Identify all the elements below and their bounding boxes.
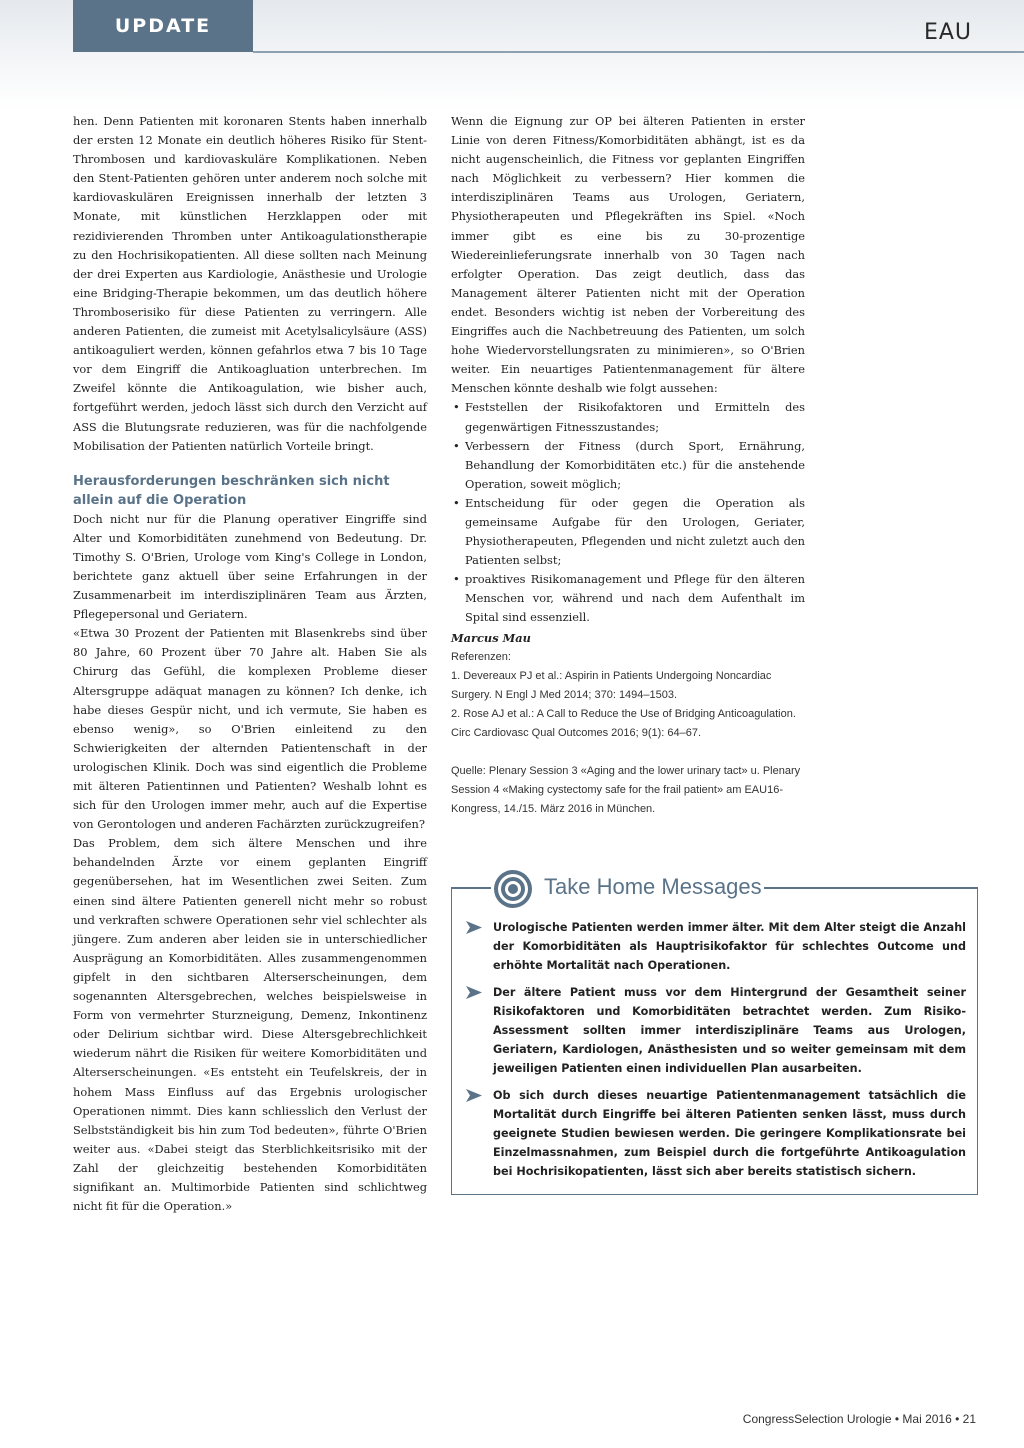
list-item: • Entscheidung für oder gegen die Operation als gemeinsame Aufgabe für den Urologen, Geriater, Physiotherapeuten, Pflegenden und nicht zuletzt auch den Patienten selbst; [451,494,805,570]
left-column [73,112,427,1216]
brand-label: EAU [923,20,972,45]
references-label: Referenzen: [451,651,511,663]
author-name: Marcus Mau [451,630,531,645]
paragraph: Doch nicht nur für die Planung operativer Eingriffe sind Alter und Komorbiditäten zunehmend von Bedeutung. Dr. Timothy S. O'Brien, Urologe vom King's College in London, berichtete ganz aktuell über seine Erfahrungen in der Zusammenarbeit im interdisziplinären Team aus Ärzten, Pflegepersonal und Geriatern. [73,511,427,622]
reference-item: 2. Rose AJ et al.: A Call to Reduce the Use of Bridging Anticoagulation. Circ Cardiovasc Qual Outcomes 2016; 9(1): 64–67. [451,708,796,739]
take-home-item [466,1086,966,1181]
right-column [451,112,805,648]
paragraph: «Etwa 30 Prozent der Patienten mit Blasenkrebs sind über 80 Jahre, 60 Prozent über 70 Jahre alt. Haben Sie als Chirurg das Gefühl, die komplexen Probleme dieser Altersgruppe adäquat managen zu können? Ich denke, ich habe dieses Gespür nicht, und ich vermute, Sie haben es ebenso wenig», so O'Brien einleitend zu den Schwierigkeiten der alternden Patientenschaft in der urologischen Klinik. Doch was sind eigentlich die Probleme mit älteren Patientinnen und Patienten? Weshalb lohnt es sich für den Urologen immer mehr, auch auf die Expertise von Gerontologen und anderen Fachärzten zurückzugreifen? [73,626,427,832]
take-home-text: Ob sich durch dieses neuartige Patientenmanagement tatsächlich die Mortalität durch Eingriffe bei älteren Patienten senken lässt, muss durch geeignete Studien bewiesen werden. Die geringere Komplikationsrate bei Einzelmassnahmen, zum Beispiel durch die fortgeführte Antikoagulation bei Hochrisikopatienten, lässt sich aber bereits statistisch sichern. [493,1089,966,1178]
take-home-item [466,918,966,975]
list-item: • proaktives Risikomanagement und Pflege für den älteren Menschen vor, während und nach dem Aufenthalt im Spital sind essenziell. [451,570,805,627]
source-note: Quelle: Plenary Session 3 «Aging and the lower urinary tact» u. Plenary Session 4 «Making cystectomy safe for the frail patient» am EAU16-Kongress, 14./15. März 2016 in München. [451,765,801,815]
take-home-title: Take Home Messages [544,874,762,899]
take-home-rule-left [451,887,491,889]
page-footer: CongressSelection Urologie • Mai 2016 • 21 [742,1412,976,1426]
paragraph: hen. Denn Patienten mit koronaren Stents haben innerhalb der ersten 12 Monate ein deutlich höheres Risiko für Stent-Thrombosen und kardiovaskuläre Komplikationen. Neben den Stent-Patienten gehören unter anderem noch solche mit kardiovaskulären Ereignissen innerhalb der letzten 3 Monate, mit künstlichen Herzklappen oder mit rezidivierenden Thromben unter Antikoagulationstherapie zu den Hochrisikopatienten. All diese sollten nach Meinung der drei Experten aus Kardiologie, Anästhesie und Urologie eine Bridging-Therapie bekommen, um das deutlich höhere Thromboserisiko für diese Patienten zu verringern. Alle anderen Patienten, die zumeist mit Acetylsalicylsäure (ASS) antikoaguliert werden, können gefahrlos etwa 7 bis 10 Tage vor dem Eingriff die Antikoagluation unterbrechen. Im Zweifel könnte die Antikoagulation, wie bisher auch, fortgeführt werden, jedoch lässt sich durch den Verzicht auf ASS die Blutungsrate reduzieren, was für die nachfolgende Mobilisation der Patienten natürlich Vorteile bringt. [73,114,427,453]
section-label: UPDATE [73,0,253,52]
take-home-list [466,918,966,1189]
take-home-text: Urologische Patienten werden immer älter. Mit dem Alter steigt die Anzahl der Komorbiditäten als Hauptrisikofaktor für schlechtes Outcome und erhöhte Mortalität nach Operationen. [493,921,966,972]
section-heading: Herausforderungen beschränken sich nicht allein auf die Operation [73,473,390,508]
arrow-icon [466,986,482,999]
take-home-item [466,983,966,1078]
header-rule [253,51,1024,53]
paragraph: Das Problem, dem sich ältere Menschen und ihre behandelnden Ärzte vor einem geplanten Eingriff gegenübersehen, hat im Wesentlichen zwei Seiten. Zum einen sind ältere Patienten generell nicht mehr so robust und verkraften schwere Operationen sehr viel schlechter als jüngere. Zum anderen aber leiden sie in unterschiedlicher Ausprägung an Komorbiditäten. Alles zusammengenommen gipfelt in den sichtbaren Alterserscheinungen, dem sogenannten Altersgebrechen, welches beispielsweise in Form von vermehrter Sturzneigung, Demenz, Inkontinenz oder Delirium sichtbar wird. Diese Altersgebrechlichkeit wiederum nährt die Risiken für weitere Komorbiditäten und Alterserscheinungen. «Es entsteht ein Teufelskreis, der in hohem Mass Einfluss auf das Ergebnis urologischer Operationen nimmt. Dies kann schliesslich den Verlust der Selbstständigkeit bis hin zum Tod bedeuten», führte O'Brien weiter aus. «Dabei steigt das Sterblichkeitsrisiko mit der Zahl der gleichzeitig bestehenden Komorbiditäten signifikant an. Multimorbide Patienten sind schlichtweg nicht fit für die Operation.» [73,836,427,1214]
arrow-icon [466,921,482,934]
target-icon [493,869,533,909]
list-item: • Verbessern der Fitness (durch Sport, Ernährung, Behandlung der Komorbiditäten etc.) für die anstehende Operation, soweit möglich; [451,437,805,494]
references [451,648,805,819]
paragraph: Wenn die Eignung zur OP bei älteren Patienten in erster Linie von deren Fitness/Komorbiditäten abhängt, ist es da nicht augenscheinlich, die Fitness vor geplanten Eingriffen nach Möglichkeit zu verbessern? Hier kommen die interdisziplinären Teams aus Urologen, Geriatern, Physiotherapeuten und Pflegekräften ins Spiel. «Noch immer gibt es eine bis zu 30-prozentige Wiedereinlieferungsrate innerhalb von 30 Tagen nach erfolgter Operation. Das zeigt deutlich, dass das Management älterer Patienten nicht mit der Operation endet. Besonders wichtig ist neben der Vorbereitung des Eingriffes auch die Nachbetreuung des Patienten, um solch hohe Wiedervorstellungsraten zu minimieren», so O'Brien weiter. Ein neuartiges Patientenmanagement für ältere Menschen könnte deshalb wie folgt aussehen: [451,114,805,396]
arrow-icon [466,1089,482,1102]
list-item: • Feststellen der Risikofaktoren und Ermitteln des gegenwärtigen Fitnesszustandes; [451,398,805,436]
take-home-rule-right [764,887,978,889]
take-home-text: Der ältere Patient muss vor dem Hintergrund der Gesamtheit seiner Risikofaktoren und Komorbiditäten betrachtet werden. Zum Risiko-Assessment sollten immer interdisziplinäre Teams aus Urologen, Geriatern, Kardiologen, Anästhesisten und so weiter gemeinsam mit dem jeweiligen Patienten einen individuellen Plan ausarbeiten. [493,986,966,1075]
reference-item: 1. Devereaux PJ et al.: Aspirin in Patients Undergoing Noncardiac Surgery. N Engl J Med 2014; 370: 1494–1503. [451,670,772,701]
bullet-list [451,398,805,627]
